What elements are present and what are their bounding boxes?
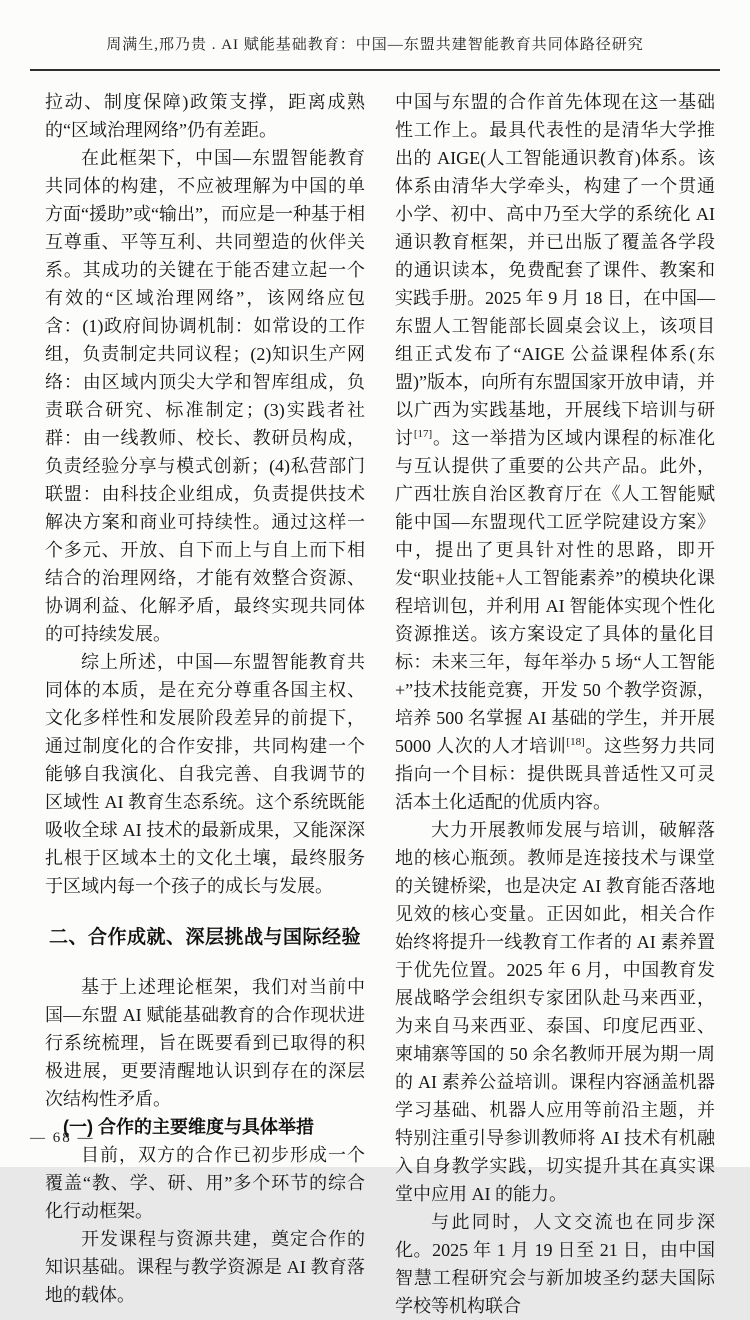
citation-ref: [17] — [413, 428, 433, 440]
page-number: — 68 — — [30, 1130, 95, 1146]
paragraph: 大力开展教师发展与培训，破解落地的核心瓶颈。教师是连接技术与课堂的关键桥梁，也是决定 AI 教育能否落地见效的核心变量。正因如此，相关合作始终将提升一线教育工作者的 AI 素养置于优先位置。2025 年 6 月，中国教育发展战略学会组织专家团队赴马来西亚，为来自马来西亚、泰国、印度尼西亚、柬埔寨等国的 50 余名教师开展为期一周的 AI 素养公益培训。课程内容涵盖机器学习基础、机器人应用等前沿主题，并特别注重引导参训教师将 AI 技术有机融入自身教学实践，切实提升其在真实课堂中应用 AI 的能力。 — [395, 820, 715, 1204]
paragraph: 中国与东盟的合作首先体现在这一基础性工作上。最具代表性的是清华大学推出的 AIGE(人工智能通识教育)体系。该体系由清华大学牵头，构建了一个贯通小学、初中、高中乃至大学的系统化 AI 通识教育框架，并已出版了覆盖各学段的通识读本，免费配套了课件、教案和实践手册。2025 年 9 月 18 日，在中国—东盟人工智能部长圆桌会议上，该项目组正式发布了“AIGE 公益课程体系(东盟)”版本，向所有东盟国家开放申请，并以广西为实践基地，开展线下培训与研讨[17]。这一举措为区域内课程的标准化与互认提供了重要的公共产品。此外，广西壮族自治区教育厅在《人工智能赋能中国—东盟现代工匠学院建设方案》中，提出了更具针对性的思路，即开发“职业技能+人工智能素养”的模块化课程培训包，并利用 AI 智能体实现个性化资源推送。该方案设定了具体的量化目标：未来三年，每年举办 5 场“人工智能+”技术技能竞赛，开发 50 个教学资源，培养 500 名掌握 AI 基础的学生，并开展 5000 人次的人才培训[18]。这些努力共同指向一个目标：提供既具普适性又可灵活本土化适配的优质内容。 — [395, 92, 716, 812]
paragraph: 目前，双方的合作已初步形成一个覆盖“教、学、研、用”多个环节的综合化行动框架。 — [45, 1145, 365, 1221]
paragraph: 拉动、制度保障)政策支撑，距离成熟的“区域治理网络”仍有差距。 — [45, 92, 365, 140]
header-rule — [30, 69, 720, 71]
paragraph: 在此框架下，中国—东盟智能教育共同体的构建，不应被理解为中国的单方面“援助”或“输出”，而应是一种基于相互尊重、平等互利、共同塑造的伙伴关系。其成功的关键在于能否建立起一个有效的“区域治理网络”，该网络应包含：(1)政府间协调机制：如常设的工作组，负责制定共同议程；(2)知识生产网络：由区域内顶尖大学和智库组成，负责联合研究、标准制定；(3)实践者社群：由一线教师、校长、教研员构成，负责经验分享与模式创新；(4)私营部门联盟：由科技企业组成，负责提供技术解决方案和商业可持续性。通过这样一个多元、开放、自下而上与自上而下相结合的治理网络，才能有效整合资源、协调利益、化解矛盾，最终实现共同体的可持续发展。 — [45, 148, 365, 644]
paragraph: 与此同时，人文交流也在同步深化。2025 年 1 月 19 日至 21 日，由中国智慧工程研究会与新加坡圣约瑟夫国际学校等机构联合 — [395, 1212, 715, 1316]
section-heading: 二、合作成就、深层挑战与国际经验 — [48, 927, 361, 948]
paragraph: 开发课程与资源共建，奠定合作的知识基础。课程与教学资源是 AI 教育落地的载体。 — [45, 1229, 365, 1305]
subsection-heading: (一) 合作的主要维度与具体举措 — [63, 1117, 314, 1137]
running-header — [0, 0, 750, 53]
page-footer — [30, 1130, 95, 1147]
column-right — [395, 88, 715, 1320]
paragraph: 基于上述理论框架，我们对当前中国—东盟 AI 赋能基础教育的合作现状进行系统梳理，旨在既要看到已取得的积极进展，更要清醒地认识到存在的深层次结构性矛盾。 — [45, 977, 365, 1109]
running-title: 周满生,邢乃贵 . AI 赋能基础教育：中国—东盟共建智能教育共同体路径研究 — [106, 37, 644, 53]
citation-ref: [18] — [566, 736, 585, 748]
paragraph: 综上所述，中国—东盟智能教育共同体的本质，是在充分尊重各国主权、文化多样性和发展阶段差异的前提下，通过制度化的合作安排，共同构建一个能够自我演化、自我完善、自我调节的区域性 AI 教育生态系统。这个系统既能吸收全球 AI 技术的最新成果，又能深深扎根于区域本土的文化土壤，最终服务于区域内每一个孩子的成长与发展。 — [45, 652, 365, 896]
article-body — [0, 88, 750, 1320]
